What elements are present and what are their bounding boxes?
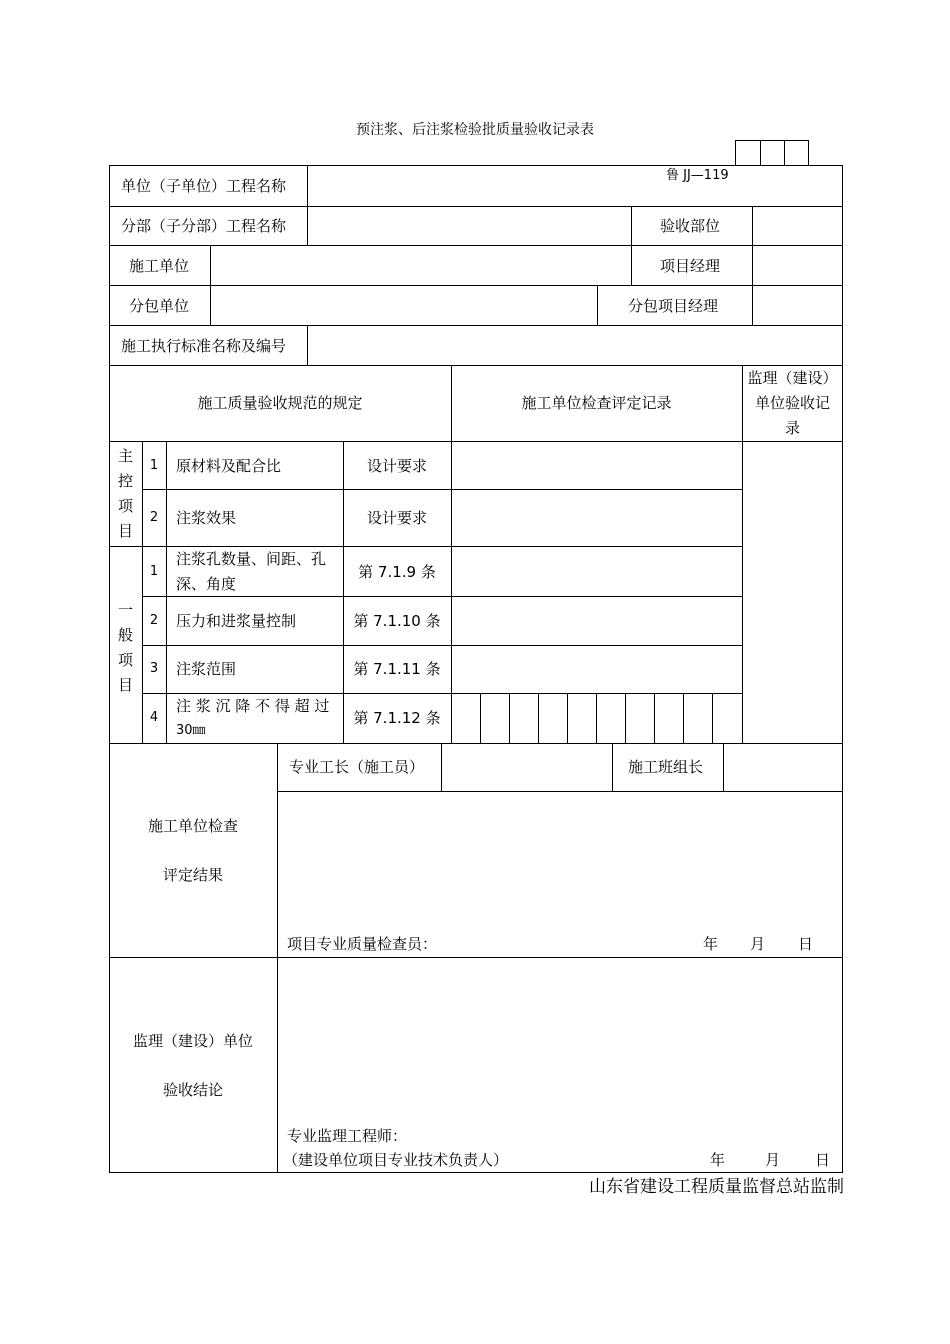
supervision-engineer-label: 专业监理工程师： <box>287 1127 408 1145</box>
form-code: 鲁 JJ—119 <box>666 168 729 183</box>
item-no: 3 <box>149 661 159 676</box>
item-requirement: 第 7.1.12 条 <box>353 709 441 727</box>
code-boxes <box>735 140 809 166</box>
item-name: 注浆范围 <box>176 660 237 678</box>
footer-issuer: 山东省建设工程质量监督总站监制 <box>589 1177 844 1197</box>
construction-check-label: 施工单位检查 <box>147 817 238 835</box>
subcontract-manager-label: 分包项目经理 <box>628 297 719 315</box>
item-requirement: 第 7.1.11 条 <box>353 660 441 678</box>
date-month: 月 <box>765 1151 781 1169</box>
col-supervision-header-1: 监理（建设） <box>747 369 838 387</box>
col-spec-header: 施工质量验收规范的规定 <box>197 394 363 412</box>
item-no: 1 <box>149 564 159 579</box>
item-name: 压力和进浆量控制 <box>176 612 297 630</box>
col-record-header: 施工单位检查评定记录 <box>521 394 672 412</box>
item-no: 2 <box>149 613 159 628</box>
date-year: 年 <box>710 1151 726 1169</box>
date-month: 月 <box>750 935 766 953</box>
general-items-label: 般 <box>117 626 133 644</box>
standard-label: 施工执行标准名称及编号 <box>121 337 287 355</box>
item-no: 1 <box>149 458 159 473</box>
construction-check-label: 评定结果 <box>162 866 223 884</box>
subcontract-unit-label: 分包单位 <box>129 297 190 315</box>
item-name: 深、角度 <box>176 575 237 593</box>
main-control-label: 目 <box>117 522 133 540</box>
item-no: 4 <box>149 710 159 725</box>
item-name: 原材料及配合比 <box>176 457 282 475</box>
item-no: 2 <box>149 510 159 525</box>
item-name: 注 浆 沉 降 不 得 超 过 <box>176 697 330 715</box>
item-name: 注浆孔数量、间距、孔 <box>176 550 327 568</box>
sub-project-name-label: 分部（子分部）工程名称 <box>121 217 287 235</box>
supervision-conclusion-label: 验收结论 <box>162 1081 223 1099</box>
unit-project-name-label: 单位（子单位）工程名称 <box>121 177 287 195</box>
main-control-label: 项 <box>117 497 133 515</box>
project-manager-label: 项目经理 <box>660 257 721 275</box>
date-day: 日 <box>798 935 814 953</box>
item-requirement: 第 7.1.9 条 <box>358 563 436 581</box>
general-items-label: 一 <box>117 601 133 619</box>
date-day: 日 <box>815 1151 831 1169</box>
general-items-label: 项 <box>117 651 133 669</box>
form-title: 预注浆、后注浆检验批质量验收记录表 <box>356 122 594 138</box>
item-name: 注浆效果 <box>176 509 237 527</box>
item-requirement: 设计要求 <box>366 509 427 527</box>
main-control-label: 主 <box>117 447 133 465</box>
team-leader-label: 施工班组长 <box>628 758 704 776</box>
main-control-label: 控 <box>117 472 133 490</box>
supervision-conclusion-label: 监理（建设）单位 <box>132 1032 253 1050</box>
general-items-label: 目 <box>117 676 133 694</box>
construction-unit-label: 施工单位 <box>129 257 190 275</box>
quality-inspector-label: 项目专业质量检查员： <box>287 935 438 953</box>
owner-tech-lead-label: （建设单位项目专业技术负责人） <box>283 1151 509 1169</box>
col-supervision-header-3: 录 <box>784 419 800 437</box>
date-year: 年 <box>703 935 719 953</box>
item-name: 30㎜ <box>176 723 206 738</box>
acceptance-part-label: 验收部位 <box>660 217 721 235</box>
item-requirement: 设计要求 <box>366 457 427 475</box>
item-requirement: 第 7.1.10 条 <box>353 612 441 630</box>
foreman-label: 专业工长（施工员） <box>289 758 425 776</box>
col-supervision-header-2: 单位验收记 <box>754 394 830 412</box>
